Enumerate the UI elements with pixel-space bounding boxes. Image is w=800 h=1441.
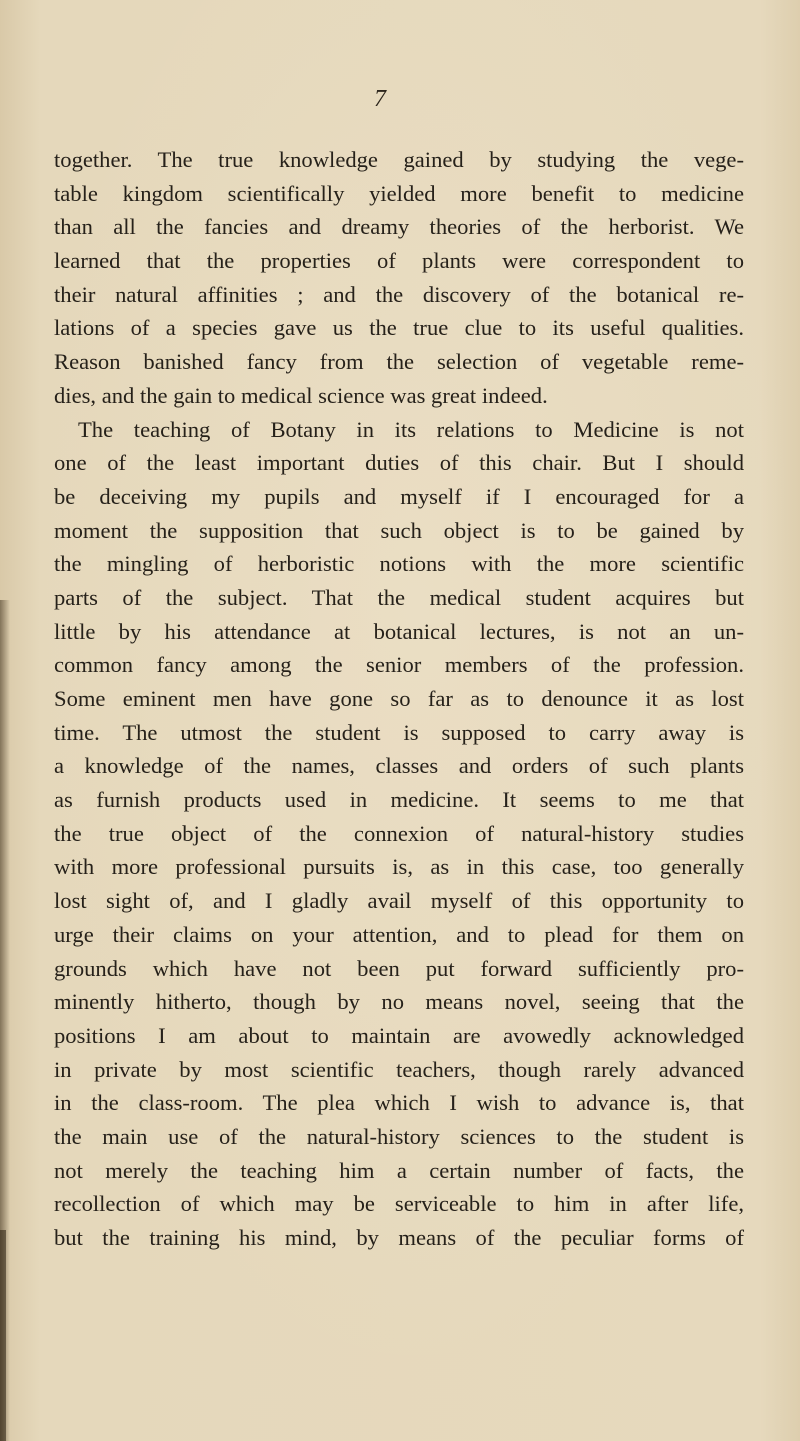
text-line: dies, and the gain to medical science was great indeed.	[54, 382, 548, 408]
text-line: parts of the subject. That the medical student acquires but	[54, 584, 744, 610]
text-line: recollection of which may be serviceable to him in after life,	[54, 1191, 744, 1217]
text-line: in the class-room. The plea which I wish to advance is, that	[54, 1090, 744, 1116]
text-line: minently hitherto, though by no means novel, seeing that the	[54, 989, 744, 1015]
text-line: their natural affinities ; and the discovery of the botanical re-	[54, 281, 744, 307]
text-line: common fancy among the senior members of the profession.	[54, 652, 744, 678]
body-text	[54, 143, 744, 1255]
text-line: learned that the properties of plants were correspondent to	[54, 248, 744, 274]
text-line: grounds which have not been put forward sufficiently pro-	[54, 955, 744, 981]
text-line: table kingdom scientifically yielded more benefit to medicine	[54, 180, 744, 206]
text-line: little by his attendance at botanical lectures, is not an un-	[54, 618, 744, 644]
text-line: in private by most scientific teachers, though rarely advanced	[54, 1056, 744, 1082]
text-line: with more professional pursuits is, as in this case, too generally	[54, 854, 744, 880]
text-line: lations of a species gave us the true clue to its useful qualities.	[54, 315, 744, 341]
text-line: positions I am about to maintain are avowedly acknowledged	[54, 1022, 744, 1048]
page-number: 7	[374, 86, 386, 112]
text-line: time. The utmost the student is supposed to carry away is	[54, 719, 744, 745]
text-line: one of the least important duties of this chair. But I should	[54, 450, 744, 476]
text-line: Some eminent men have gone so far as to denounce it as lost	[54, 686, 744, 711]
text-line: as furnish products used in medicine. It seems to me that	[54, 787, 744, 813]
text-line: the true object of the connexion of natural-history studies	[54, 820, 744, 846]
text-line: not merely the teaching him a certain number of facts, the	[54, 1157, 744, 1183]
text-line: the main use of the natural-history sciences to the student is	[54, 1123, 744, 1149]
text-line: lost sight of, and I gladly avail myself of this opportunity to	[54, 888, 744, 914]
text-line: together. The true knowledge gained by studying the vege-	[54, 147, 744, 172]
text-line: Reason banished fancy from the selection of vegetable reme-	[54, 349, 744, 375]
text-line: be deceiving my pupils and myself if I encouraged for a	[54, 483, 744, 509]
text-line: moment the supposition that such object is to be gained by	[54, 517, 744, 543]
text-line: a knowledge of the names, classes and orders of such plants	[54, 753, 744, 779]
text-line: urge their claims on your attention, and to plead for them on	[54, 921, 744, 947]
text-line: but the training his mind, by means of the peculiar forms of	[54, 1225, 744, 1250]
gutter-shadow-lower	[0, 1230, 6, 1441]
text-line: the mingling of herboristic notions with the more scientific	[54, 551, 744, 577]
text-line: The teaching of Botany in its relations to Medicine is not	[78, 416, 744, 442]
text-line: than all the fancies and dreamy theories of the herborist. We	[54, 214, 744, 240]
